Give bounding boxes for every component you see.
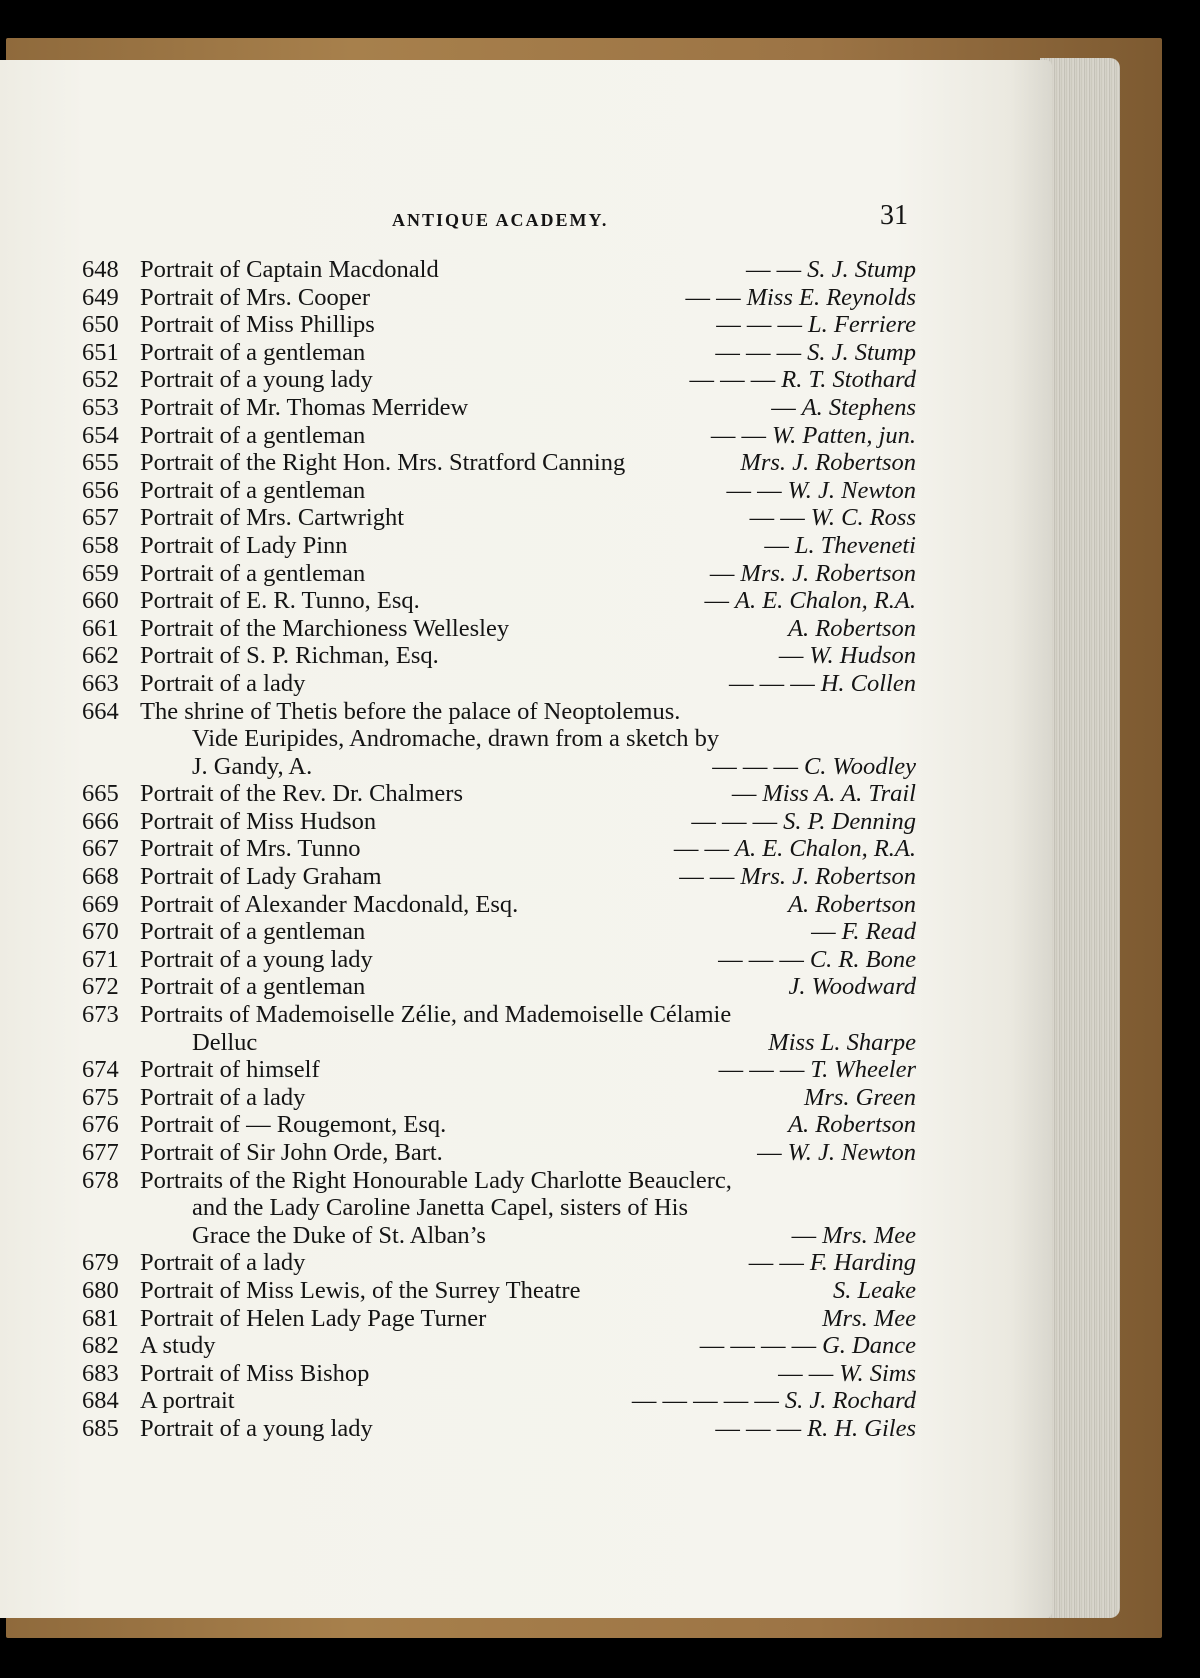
catalogue-entry — [82, 1111, 916, 1139]
catalogue-entry — [82, 1249, 916, 1277]
leader-dashes: — — [778, 642, 804, 670]
entry-artist: S. J. Stump — [807, 256, 916, 283]
entry-artist: Mrs. Mee — [822, 1221, 916, 1249]
catalogue-entry — [82, 449, 916, 477]
entry-number: 680 — [82, 1276, 119, 1304]
catalogue-entry — [82, 422, 916, 450]
leader-dashes: — — [731, 780, 757, 808]
entry-first-line — [82, 394, 916, 422]
entry-title: Portraits of the Right Honourable Lady Charlotte Beauclerc, — [140, 1166, 732, 1194]
entry-artist: A. Robertson — [788, 1111, 916, 1139]
entry-title: A portrait — [140, 1387, 235, 1415]
leader-dashes: — — [704, 587, 729, 615]
catalogue-entry — [82, 698, 916, 781]
leader-dashes: — — — [679, 863, 735, 891]
entry-number: 654 — [82, 421, 119, 449]
catalogue-entry — [82, 835, 916, 863]
entry-title-continuation: Delluc — [192, 1028, 258, 1056]
entry-title: Portrait of Lady Graham — [140, 863, 382, 891]
leader-dashes: — — [709, 559, 735, 587]
entry-artist: A. Robertson — [788, 890, 916, 918]
entry-number: 672 — [82, 973, 119, 1001]
catalogue-entry — [82, 946, 916, 974]
entry-title: Portrait of Sir John Orde, Bart. — [140, 1139, 443, 1166]
entry-first-line — [82, 477, 916, 505]
entry-first-line — [82, 615, 916, 643]
leader-dashes: — — — [673, 835, 729, 863]
catalogue-entry — [82, 256, 916, 284]
entry-title: Portrait of a young lady — [140, 366, 373, 394]
catalogue-entry — [82, 394, 916, 422]
catalogue-entry — [82, 1360, 916, 1388]
entry-number: 663 — [82, 669, 119, 697]
entry-artist: Mrs. J. Robertson — [740, 559, 916, 587]
entry-first-line — [82, 1167, 916, 1195]
entry-title: Portrait of E. R. Tunno, Esq. — [140, 587, 420, 615]
catalogue-entry — [82, 670, 916, 698]
catalogue-entry — [82, 1305, 916, 1333]
entry-continuation-line — [82, 725, 916, 753]
catalogue-entry — [82, 532, 916, 560]
entry-title: Portrait of a gentleman — [140, 421, 366, 449]
entry-first-line — [82, 1056, 916, 1084]
entry-title: Portrait of S. P. Richman, Esq. — [140, 642, 439, 670]
entry-title: Portraits of Mademoiselle Zélie, and Mademoiselle Célamie — [140, 1001, 732, 1029]
entry-artist: Mrs. J. Robertson — [740, 863, 916, 891]
entry-continuation-line — [82, 1222, 916, 1250]
entry-first-line — [82, 918, 916, 946]
leader-dashes: — — — [748, 1249, 804, 1277]
entry-number: 659 — [82, 559, 119, 587]
entry-first-line — [82, 449, 916, 477]
entry-title-continuation: Vide Euripides, Andromache, drawn from a sketch by — [192, 725, 720, 753]
entry-artist: S. J. Rochard — [784, 1387, 916, 1415]
entry-title: Portrait of — Rougemont, Esq. — [140, 1111, 447, 1139]
entry-number: 665 — [82, 780, 119, 808]
entry-number: 679 — [82, 1249, 119, 1277]
catalogue-entry — [82, 863, 916, 891]
entry-title: Portrait of the Right Hon. Mrs. Stratford Canning — [140, 449, 626, 477]
entry-first-line — [82, 1111, 916, 1139]
catalogue-entry — [82, 918, 916, 946]
entry-artist: Mrs. J. Robertson — [740, 449, 916, 477]
leader-dashes: — — — — [718, 1056, 805, 1084]
entry-title: Portrait of Lady Pinn — [140, 531, 348, 559]
entry-first-line — [82, 1415, 916, 1443]
entry-number: 660 — [82, 587, 119, 615]
entry-number: 674 — [82, 1056, 119, 1084]
entry-title: Portrait of a young lady — [140, 945, 373, 973]
entry-first-line — [82, 780, 916, 808]
entry-artist: Miss A. A. Trail — [762, 780, 916, 808]
entry-artist: S. J. Stump — [807, 338, 916, 366]
entry-number: 661 — [82, 614, 119, 642]
entry-artist: W. J. Newton — [787, 1139, 916, 1166]
entry-first-line — [82, 1387, 916, 1415]
catalogue-entry — [82, 1332, 916, 1360]
leader-dashes: — — [791, 1221, 817, 1249]
entry-title: Portrait of Mrs. Cartwright — [140, 504, 405, 532]
leader-dashes: — — — [749, 504, 805, 532]
entry-first-line — [82, 863, 916, 891]
entry-artist: C. Woodley — [803, 752, 916, 780]
entry-number: 670 — [82, 918, 119, 946]
entry-number: 682 — [82, 1332, 119, 1360]
entry-artist: W. C. Ross — [810, 504, 916, 532]
entry-artist: C. R. Bone — [809, 945, 916, 973]
entry-first-line — [82, 835, 916, 863]
leader-dashes: — — — — [715, 338, 802, 366]
leader-dashes: — — — — [715, 1414, 802, 1442]
entry-number: 685 — [82, 1414, 119, 1442]
catalogue-entry — [82, 1001, 916, 1056]
catalogue-entry — [82, 339, 916, 367]
page-number: 31 — [880, 200, 908, 231]
entry-title: Portrait of a lady — [140, 669, 306, 697]
leader-dashes: — — — — [712, 752, 798, 780]
entry-title: Portrait of Helen Lady Page Turner — [140, 1304, 487, 1332]
entry-first-line — [82, 891, 916, 919]
catalogue-entry — [82, 587, 916, 615]
entry-first-line — [82, 1277, 916, 1305]
leader-dashes: — — — [685, 283, 741, 311]
entry-title: Portrait of Miss Bishop — [140, 1359, 370, 1387]
entry-number: 675 — [82, 1083, 119, 1111]
entry-artist: L. Ferriere — [808, 311, 916, 339]
entry-number: 649 — [82, 283, 119, 311]
catalogue-entry — [82, 642, 916, 670]
catalogue-entry — [82, 504, 916, 532]
entry-artist: Mrs. Green — [803, 1083, 916, 1111]
entry-first-line — [82, 560, 916, 588]
entry-number: 667 — [82, 835, 119, 863]
entry-number: 677 — [82, 1139, 119, 1166]
entry-title: Portrait of himself — [140, 1056, 320, 1084]
leader-dashes: — — — [778, 1359, 834, 1387]
entry-title-continuation: Grace the Duke of St. Alban’s — [192, 1221, 486, 1249]
entry-title: Portrait of Alexander Macdonald, Esq. — [140, 890, 519, 918]
entry-title: Portrait of the Marchioness Wellesley — [140, 614, 510, 642]
running-head: ANTIQUE ACADEMY. — [392, 210, 609, 230]
entry-artist: A. Robertson — [788, 614, 916, 642]
entry-artist: Mrs. Mee — [822, 1304, 916, 1332]
entry-first-line — [82, 1001, 916, 1029]
entry-number: 676 — [82, 1111, 119, 1139]
entry-first-line — [82, 1360, 916, 1388]
entry-title: Portrait of Miss Hudson — [140, 807, 377, 835]
entry-artist: A. E. Chalon, R.A. — [734, 835, 916, 863]
leader-dashes: — — [771, 393, 796, 421]
entry-number: 671 — [82, 945, 119, 973]
entry-first-line — [82, 1305, 916, 1333]
catalogue-entry — [82, 1167, 916, 1250]
entry-title: Portrait of a gentleman — [140, 476, 366, 504]
entry-first-line — [82, 946, 916, 974]
leader-dashes: — — — — [691, 807, 778, 835]
leader-dashes: — — — — [716, 311, 803, 339]
entry-artist: F. Harding — [809, 1249, 916, 1277]
entry-continuation-line — [82, 753, 916, 781]
entry-number: 681 — [82, 1304, 119, 1332]
entry-number: 657 — [82, 504, 119, 532]
entry-first-line — [82, 532, 916, 560]
catalogue-entry — [82, 1139, 916, 1167]
entry-first-line — [82, 1139, 916, 1167]
catalogue-entry — [82, 615, 916, 643]
catalogue-entries — [82, 256, 916, 1443]
entry-title: Portrait of a gentleman — [140, 559, 366, 587]
leader-dashes: — — — [726, 476, 782, 504]
leader-dashes: — — — — [728, 669, 815, 697]
catalogue-entry — [82, 284, 916, 312]
entry-number: 653 — [82, 393, 119, 421]
page-edges — [1040, 58, 1120, 1618]
entry-artist: A. E. Chalon, R.A. — [734, 587, 916, 615]
entry-artist: L. Theveneti — [794, 531, 916, 559]
catalogue-entry — [82, 1387, 916, 1415]
entry-title: Portrait of Captain Macdonald — [140, 256, 439, 283]
entry-number: 678 — [82, 1166, 119, 1194]
entry-title-continuation: and the Lady Caroline Janetta Capel, sisters of His — [192, 1194, 688, 1222]
entry-artist: A. Stephens — [801, 393, 916, 421]
entry-first-line — [82, 642, 916, 670]
entry-artist: W. Patten, jun. — [771, 421, 916, 449]
entry-first-line — [82, 1084, 916, 1112]
catalogue-entry — [82, 1415, 916, 1443]
entry-title: The shrine of Thetis before the palace of Neoptolemus. — [140, 697, 681, 725]
leader-dashes: — — — — — [699, 1332, 817, 1360]
entry-title: Portrait of a lady — [140, 1083, 306, 1111]
entry-number: 666 — [82, 807, 119, 835]
leader-dashes: — — — — [718, 945, 804, 973]
leader-dashes: — — — — [689, 366, 776, 394]
entry-title: Portrait of a young lady — [140, 1414, 373, 1442]
entry-title: Portrait of the Rev. Dr. Chalmers — [140, 780, 463, 808]
entry-artist: Miss E. Reynolds — [746, 283, 916, 311]
catalogue-entry — [82, 808, 916, 836]
entry-first-line — [82, 504, 916, 532]
entry-number: 650 — [82, 311, 119, 339]
entry-title: Portrait of Miss Phillips — [140, 311, 375, 339]
entry-first-line — [82, 284, 916, 312]
catalogue-entry — [82, 1277, 916, 1305]
entry-artist: W. J. Newton — [787, 476, 916, 504]
catalogue-entry — [82, 780, 916, 808]
entry-title: Portrait of Mrs. Tunno — [140, 835, 361, 863]
entry-first-line — [82, 587, 916, 615]
entry-continuation-line — [82, 1194, 916, 1222]
entry-artist: H. Collen — [820, 669, 916, 697]
entry-artist: F. Read — [841, 918, 916, 946]
entry-artist: W. Sims — [839, 1359, 916, 1387]
entry-continuation-line — [82, 1029, 916, 1057]
entry-title: A study — [140, 1332, 216, 1360]
catalogue-entry — [82, 973, 916, 1001]
entry-artist: W. Hudson — [809, 642, 916, 670]
entry-number: 651 — [82, 338, 119, 366]
entry-number: 668 — [82, 863, 119, 891]
entry-title: Portrait of a gentleman — [140, 973, 366, 1001]
entry-title: Portrait of Mr. Thomas Merridew — [140, 393, 469, 421]
entry-number: 652 — [82, 366, 119, 394]
leader-dashes: — — [764, 531, 789, 559]
entry-number: 673 — [82, 1001, 119, 1029]
catalogue-entry — [82, 477, 916, 505]
entry-artist: S. P. Denning — [783, 807, 916, 835]
entry-number: 683 — [82, 1359, 119, 1387]
leader-dashes: — — [811, 918, 836, 946]
leader-dashes: — — — — — — [631, 1387, 779, 1415]
entry-number: 655 — [82, 449, 119, 477]
entry-first-line — [82, 311, 916, 339]
entry-title: Portrait of a gentleman — [140, 338, 366, 366]
entry-first-line — [82, 973, 916, 1001]
entry-artist: R. H. Giles — [807, 1414, 916, 1442]
entry-number: 684 — [82, 1387, 119, 1415]
catalogue-entry — [82, 366, 916, 394]
entry-first-line — [82, 422, 916, 450]
entry-first-line — [82, 808, 916, 836]
catalogue-entry — [82, 1056, 916, 1084]
leader-dashes: — — — [710, 421, 766, 449]
entry-artist: R. T. Stothard — [781, 366, 916, 394]
entry-first-line — [82, 670, 916, 698]
entry-first-line — [82, 366, 916, 394]
entry-title: Portrait of Mrs. Cooper — [140, 283, 370, 311]
entry-first-line — [82, 698, 916, 726]
entry-title: Portrait of a gentleman — [140, 918, 366, 946]
entry-number: 669 — [82, 890, 119, 918]
entry-title: Portrait of Miss Lewis, of the Surrey Theatre — [140, 1276, 581, 1304]
entry-artist: J. Woodward — [788, 973, 916, 1001]
entry-title-continuation: J. Gandy, A. — [192, 752, 313, 780]
entry-number: 648 — [82, 256, 119, 283]
entry-number: 658 — [82, 531, 119, 559]
entry-number: 656 — [82, 476, 119, 504]
entry-artist: S. Leake — [833, 1276, 916, 1304]
entry-artist: Miss L. Sharpe — [768, 1028, 916, 1056]
entry-number: 664 — [82, 697, 119, 725]
entry-first-line — [82, 256, 916, 284]
entry-number: 662 — [82, 642, 119, 670]
catalogue-entry — [82, 891, 916, 919]
entry-first-line — [82, 1249, 916, 1277]
catalogue-entry — [82, 1084, 916, 1112]
entry-first-line — [82, 1332, 916, 1360]
leader-dashes: — — [757, 1139, 782, 1166]
leader-dashes: — — — [746, 256, 802, 283]
catalogue-entry — [82, 311, 916, 339]
catalogue-entry — [82, 560, 916, 588]
entry-artist: T. Wheeler — [810, 1056, 916, 1084]
entry-first-line — [82, 339, 916, 367]
entry-artist: G. Dance — [822, 1332, 916, 1360]
entry-title: Portrait of a lady — [140, 1249, 306, 1277]
